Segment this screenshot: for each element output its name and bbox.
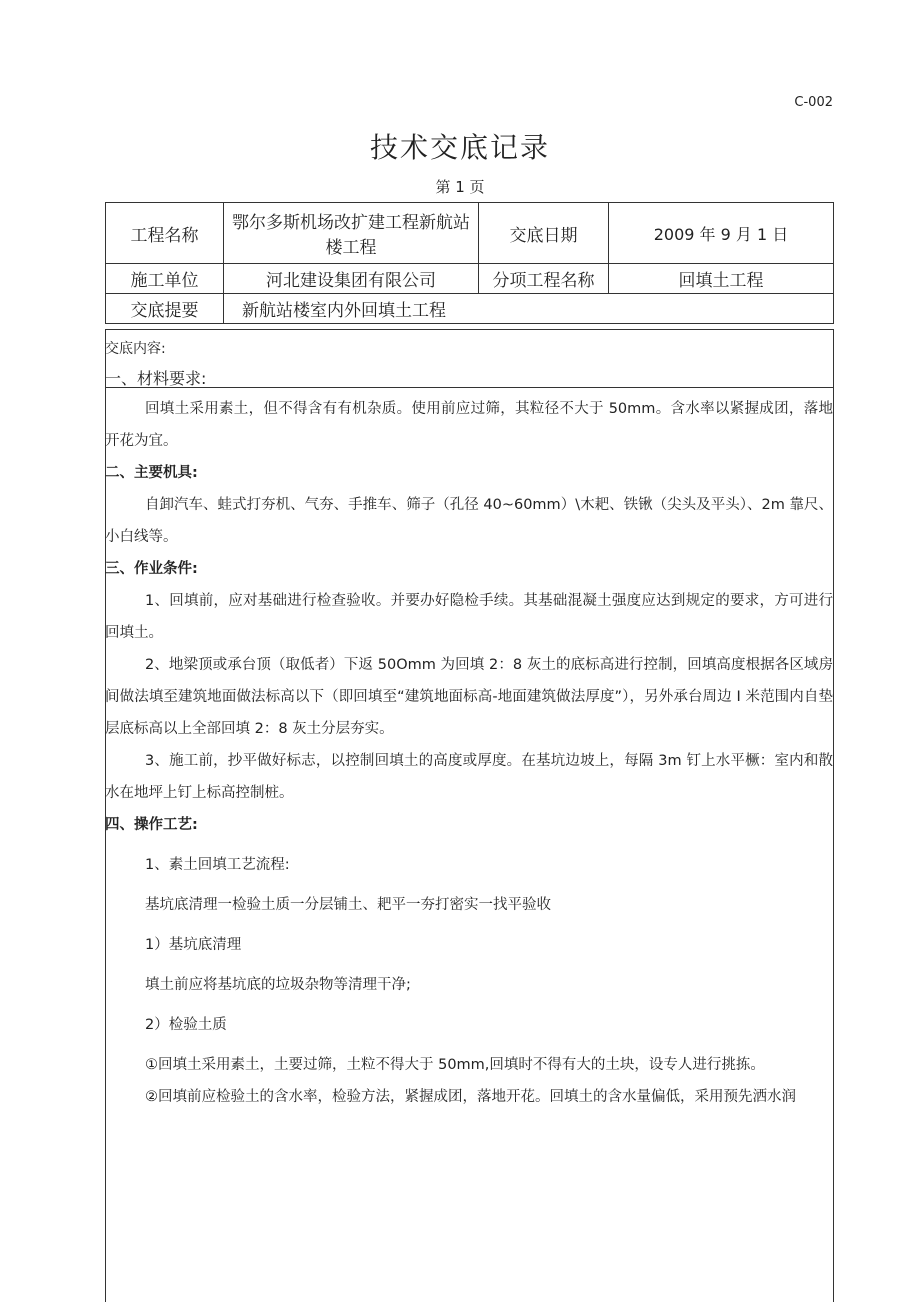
document-code: C-002: [794, 95, 833, 110]
process-flow: 基坑底清理一检验土质一分层铺土、耙平一夯打密实一找平验收: [145, 897, 551, 913]
subitem-label: 分项工程名称: [479, 264, 609, 294]
section-3-title: 三、作业条件:: [105, 561, 198, 577]
section-3-item-3: 3、施工前，抄平做好标志，以控制回填土的高度或厚度。在基坑边坡上，每隔 3m 钉上水平橛：室内和散水在地坪上钉上标高控制桩。: [105, 753, 833, 801]
header-row-project: [106, 203, 834, 264]
subitem-value: 回填土工程: [609, 264, 834, 294]
page-number: 第 1 页: [435, 178, 485, 196]
project-name-value: 鄂尔多斯机场改扩建工程新航站楼工程: [224, 203, 479, 264]
section-1-title: 一、材料要求:: [105, 369, 207, 388]
step-2-title: 2）检验土质: [145, 1017, 227, 1033]
project-name-label: 工程名称: [106, 203, 224, 264]
date-value: 2009 年 9 月 1 日: [609, 203, 834, 264]
step-2-item-2: ②回填前应检验土的含水率，检验方法，紧握成团，落地开花。回填土的含水量偏低，采用预先洒水润: [145, 1089, 796, 1105]
step-1-title: 1）基坑底清理: [145, 937, 242, 953]
content-intro: 交底内容:: [105, 341, 166, 357]
summary-value: 新航站楼室内外回填土工程: [224, 294, 834, 324]
section-3-item-1: 1、回填前，应对基础进行检查验收。并要办好隐检手续。其基础混凝土强度应达到规定的要求，方可进行回填土。: [105, 593, 833, 641]
contractor-value: 河北建设集团有限公司: [224, 264, 479, 294]
step-1-text: 填土前应将基坑底的垃圾杂物等清理干净;: [145, 977, 411, 993]
summary-label: 交底提要: [106, 294, 224, 324]
section-2-paragraph: 自卸汽车、蛙式打夯机、气夯、手推车、筛子（孔径 40~60mm）\木耙、铁锹（尖头及平头）、2m 靠尺、小白线等。: [105, 497, 833, 545]
document-title: 技术交底记录: [369, 131, 550, 164]
section-divider: [105, 387, 833, 388]
header-row-summary: [106, 294, 834, 324]
step-2-item-1: ①回填土采用素土，土要过筛，土粒不得大于 50mm,回填时不得有大的土块，设专人进行挑拣。: [145, 1057, 765, 1073]
section-3-item-2: 2、地梁顶或承台顶（取低者）下返 50Omm 为回填 2：8 灰土的底标高进行控制，回填高度根据各区域房间做法填至建筑地面做法标高以下（即回填至“建筑地面标高-地面建筑做法厚度”），另外承台周边 I 米范围内自垫层底标高以上全部回填 2：8 灰土分层夯实。: [105, 657, 833, 737]
date-label: 交底日期: [479, 203, 609, 264]
header-row-contractor: [106, 264, 834, 294]
section-4-title: 四、操作工艺:: [105, 817, 198, 833]
section-2-title: 二、主要机具:: [105, 465, 198, 481]
header-table: [105, 202, 834, 324]
content-body: [105, 393, 833, 1113]
section-1-paragraph: 回填土采用素土，但不得含有有机杂质。使用前应过筛，其粒径不大于 50mm。含水率以紧握成团，落地开花为宜。: [105, 401, 833, 449]
contractor-label: 施工单位: [106, 264, 224, 294]
section-4-item-1: 1、素土回填工艺流程:: [145, 857, 290, 873]
